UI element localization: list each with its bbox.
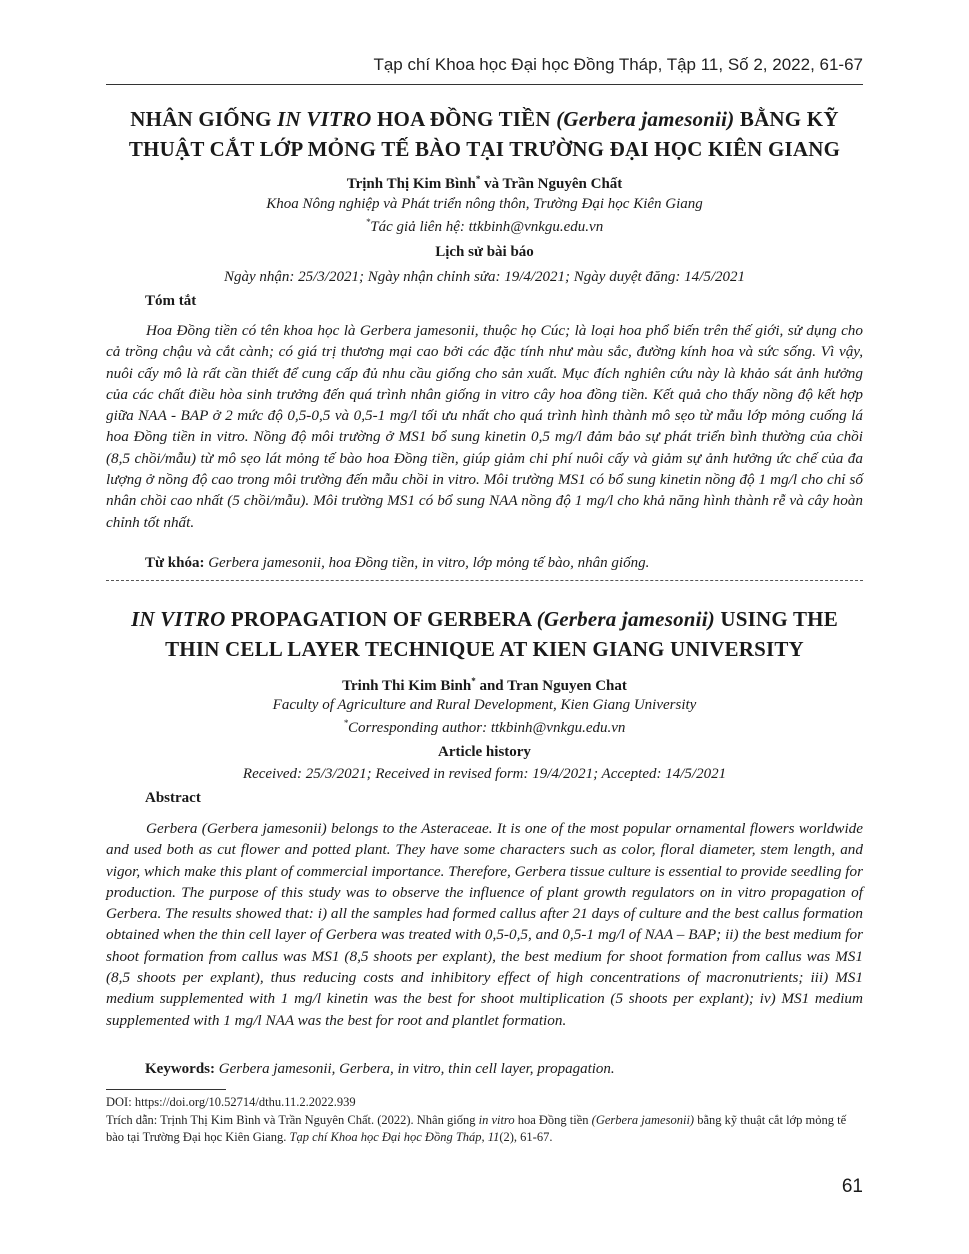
vi-abstract: Hoa Đồng tiền có tên khoa học là Gerbera jamesonii, thuộc họ Cúc; là loại hoa phổ biến trên thế giới, sử dụng cho cả trồng chậu và cắt cành; có giá trị thương mại cao bởi các đặc tính như màu sắc, đường kính hoa và sức sống. Vì vậy, nuôi cấy mô là rất cần thiết để cung cấp đủ nhu cầu giống cho sản xuất. Mục đích nghiên cứu này là khảo sát ảnh hưởng của các chất điều hòa sinh trưởng đến quá trình nhân giống in vitro cây hoa đồng tiền. Kết quả cho thấy nồng độ kết hợp giữa NAA - BAP ở 2 mức độ 0,5-0,5 và 0,5-1 mg/l tối ưu nhất cho quá trình hình thành mô sẹo từ mẫu lớp mỏng cuống lá hoa Đồng tiền in vitro. Nồng độ môi trường ở MS1 bổ sung kinetin 0,5 mg/l đảm bảo sự phát triển bình thường của chồi (8,5 chồi/mẫu) từ mô sẹo lát mỏng tế bào hoa Đồng tiền, giúp giảm chi phí nuôi cấy và giảm sự ảnh hưởng ức chế của đa lượng ở nồng độ cao trong môi trường đến mẫu chồi in vitro. Môi trường MS1 có bổ sung kinetin nồng độ 1 mg/l cho chỉ số nhân chồi cao nhất (5 chồi/mẫu). Môi trường MS1 có bổ sung NAA nồng độ 1 mg/l cho khả năng hình thành rễ và cây hoàn chỉnh tốt nhất. (106, 322, 863, 531)
section-divider (106, 580, 863, 581)
vi-title: NHÂN GIỐNG IN VITRO HOA ĐỒNG TIỀN (Gerbera jamesonii) BẰNG KỸ THUẬT CẮT LỚP MỎNG TẾ BÀO TẠI TRƯỜNG ĐẠI HỌC KIÊN GIANG (128, 107, 841, 161)
en-abstract-heading: Abstract (145, 790, 201, 806)
vi-history: Ngày nhận: 25/3/2021; Ngày nhận chỉnh sửa: 19/4/2021; Ngày duyệt đăng: 14/5/2021 (223, 269, 746, 285)
vi-authors: Trịnh Thị Kim Bình* và Trần Nguyên Chất (346, 174, 623, 192)
en-history: Received: 25/3/2021; Received in revised form: 19/4/2021; Accepted: 14/5/2021 (242, 766, 727, 782)
en-title: IN VITRO PROPAGATION OF GERBERA (Gerbera jamesonii) USING THE THIN CELL LAYER TECHNIQUE AT KIEN GIANG UNIVERSITY (131, 607, 838, 661)
en-history-heading: Article history (438, 744, 531, 760)
doi-link[interactable]: DOI: https://doi.org/10.52714/dthu.11.2.2022.939 (106, 1095, 356, 1109)
footnote-rule (106, 1089, 226, 1090)
en-corresponding: *Corresponding author: ttkbinh@vnkgu.edu.vn (343, 718, 626, 736)
en-keywords: Keywords: Gerbera jamesonii, Gerbera, in vitro, thin cell layer, propagation. (145, 1061, 615, 1077)
vi-history-heading: Lịch sử bài báo (435, 244, 534, 260)
en-affiliation: Faculty of Agriculture and Rural Development, Kien Giang University (272, 697, 697, 713)
citation: Trích dẫn: Trịnh Thị Kim Bình và Trần Nguyên Chất. (2022). Nhân giống in vitro hoa Đồng tiền (Gerbera jamesonii) bằng kỹ thuật cắt lớp mỏng tế bào tại Trường Đại học Kiên Giang. Tạp chí Khoa học Đại học Đồng Tháp, 11(2), 61-67. (106, 1113, 847, 1144)
vi-abstract-heading: Tóm tắt (145, 293, 197, 309)
en-authors: Trinh Thi Kim Binh* and Tran Nguyen Chat (342, 676, 627, 694)
vi-keywords: Từ khóa: Gerbera jamesonii, hoa Đồng tiền, in vitro, lớp mỏng tế bào, nhân giống. (145, 555, 650, 571)
running-header: Tạp chí Khoa học Đại học Đồng Tháp, Tập 11, Số 2, 2022, 61-67 (373, 55, 863, 74)
vi-affiliation: Khoa Nông nghiệp và Phát triển nông thôn, Trường Đại học Kiên Giang (266, 196, 703, 212)
page-number: 61 (841, 1176, 863, 1197)
header-rule (106, 84, 863, 85)
en-abstract: Gerbera (Gerbera jamesonii) belongs to the Asteraceae. It is one of the most popular ornamental flowers worldwide and used both as cut flower and potted plant. They have some characters such as color, floral diameter, stem length, and vigor, which make this plant of commercial importance. Therefore, Gerbera tissue culture is essential to provide seedling for production. The purpose of this study was to observe the influence of plant growth regulators on in vitro propagation of Gerbera. The results showed that: i) all the samples had formed callus after 21 days of culture and the best callus formation obtained when the thin cell layer of Gerbera was treated with 0,5-0,5, and 0,5-1 mg/l of NAA – BAP; ii) the best medium for shoot formation from callus was MS1 (8,5 shoots per explant), the best medium for shoot formation from callus was MS1 (8,5 shoots per explant), thus reducing costs and inhibitory effect of high concentrations of macronutrients; iii) MS1 medium supplemented with 1 mg/l kinetin was the best for shoot multiplication (5 shoots per explant); iv) MS1 medium supplemented with 1 mg/l NAA was the best for root and plantlet formation. (106, 820, 863, 1029)
vi-corresponding: *Tác giả liên hệ: ttkbinh@vnkgu.edu.vn (365, 217, 604, 235)
